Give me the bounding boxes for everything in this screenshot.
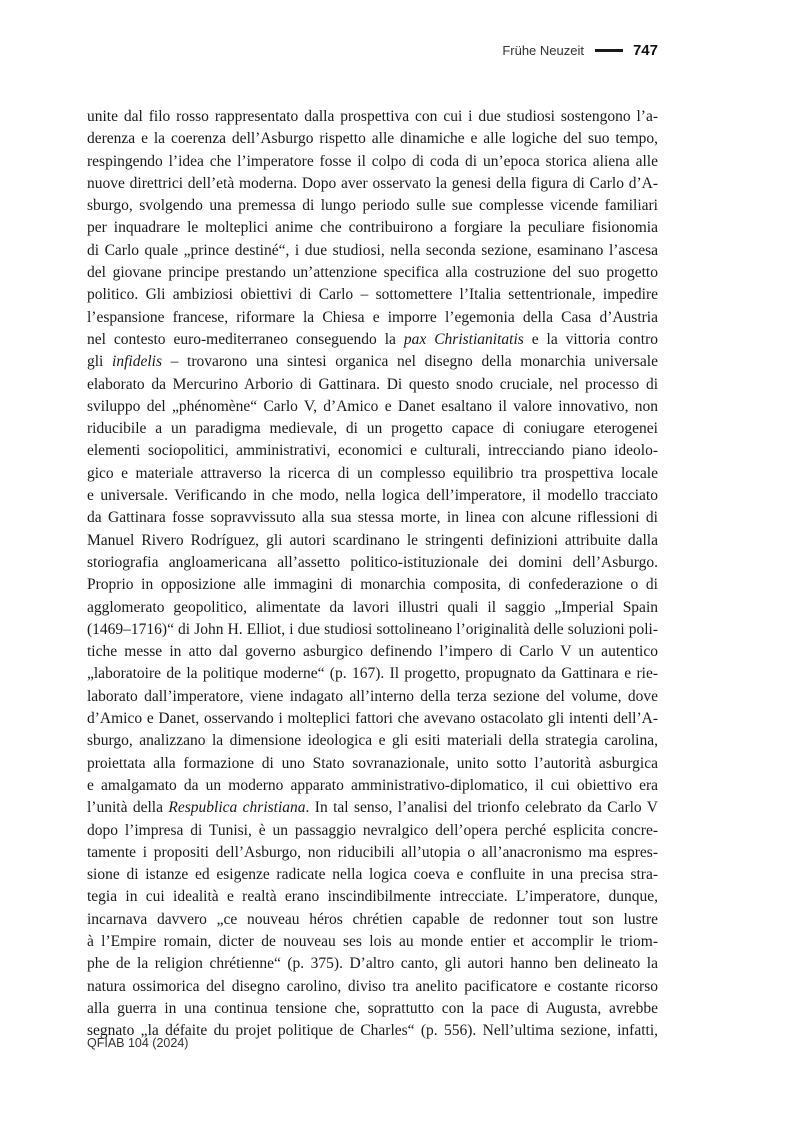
text-line: natura ossimorica del disegno carolino, diviso tra anelito pacificatore e costante ricorso: [87, 977, 658, 995]
text-line: riducibile a un paradigma medievale, di un progetto capace di coniugare eterogenei: [87, 420, 658, 438]
text-line: l’espansione francese, riformare la Chiesa e imporre l’egemonia della Casa d’Austria: [87, 308, 658, 326]
text-line: agglomerato geopolitico, alimentate da lavori illustri quali il saggio „Imperial Spain: [87, 598, 658, 616]
text-line: respingendo l’idea che l’imperatore fosse il colpo di coda di un’epoca storica aliena alle: [87, 152, 658, 170]
text-line: per inquadrare le molteplici anime che contribuirono a forgiare la peculiare fisionomia: [87, 219, 658, 237]
text-line: „laboratoire de la politique moderne“ (p. 167). Il progetto, propugnato da Gattinara e rie-: [87, 665, 658, 683]
text-line: phe de la religion chrétienne“ (p. 375). D’altro canto, gli autori hanno ben delineato la: [87, 955, 658, 973]
journal-footer: QFIAB 104 (2024): [87, 1036, 189, 1050]
text-line: politico. Gli ambiziosi obiettivi di Carlo – sottomettere l’Italia settentrionale, impedire: [87, 286, 658, 304]
text-line: alla guerra in una continua tensione che, soprattutto con la pace di Augusta, avrebbe: [87, 999, 658, 1017]
text-line: dopo l’impresa di Tunisi, è un passaggio nevralgico dell’opera perché esplicita concre-: [87, 821, 658, 839]
text-segment: l’unità della: [87, 799, 169, 817]
text-line: à l’Empire romain, dicter de nouveau ses lois au monde entier et accomplir le triom-: [87, 932, 658, 950]
text-line: elaborato da Mercurino Arborio di Gattinara. Di questo snodo cruciale, nel processo di: [87, 375, 658, 393]
text-line: d’Amico e Danet, osservando i molteplici fattori che avevano ostacolato gli intenti dell’A-: [87, 710, 658, 728]
text-line: storiografia angloamericana all’assetto politico-istituzionale dei domini dell’Asburgo.: [87, 553, 658, 571]
text-line: (1469–1716)“ di John H. Elliot, i due studiosi sottolineano l’originalità delle soluzioni poli-: [87, 620, 658, 638]
text-line: incarnava davvero „ce nouveau héros chrétien capable de redonner tout son lustre: [87, 910, 658, 928]
text-line: Proprio in opposizione alle immagini di monarchia composita, di confederazione o di: [87, 576, 658, 594]
text-line: tegia in cui idealità e realtà erano inscindibilmente intrecciate. L’imperatore, dunque,: [87, 888, 658, 906]
italic-term: infidelis: [112, 353, 162, 371]
text-line: unite dal filo rosso rappresentato dalla prospettiva con cui i due studiosi sostengono l’a-: [87, 108, 658, 125]
text-line: [87, 797, 658, 819]
text-line: sburgo, analizzano la dimensione ideologica e gli esiti materiali della strategia carolina,: [87, 732, 658, 750]
running-head: [502, 42, 658, 59]
text-segment: – trovarono una sintesi organica nel disegno della monarchia universale: [161, 353, 658, 371]
text-line: da Gattinara fosse sopravvissuto alla sua stessa morte, in linea con alcune riflessioni di: [87, 509, 658, 527]
text-line: [87, 329, 658, 351]
text-segment: gli: [87, 353, 113, 371]
text-line: laborato dall’imperatore, viene indagato all’interno della terza sezione del volume, dove: [87, 687, 658, 705]
page-number: 747: [632, 42, 658, 59]
italic-term: pax Christianitatis: [403, 330, 524, 348]
text-line: del giovane principe prestando un’attenzione specifica alla costruzione del suo progetto: [87, 264, 658, 282]
text-line: sione di istanze ed esigenze radicate nella logica coeva e confluite in una precisa stra-: [87, 866, 658, 884]
text-line: sburgo, svolgendo una premessa di lungo periodo sulle sue complesse vicende familiari: [87, 197, 658, 215]
text-line: Manuel Rivero Rodríguez, gli autori scardinano le stringenti definizioni attribuite dalla: [87, 531, 658, 549]
text-line: tiche messe in atto dal governo asburgico definendo l’impero di Carlo V un autentico: [87, 643, 658, 661]
text-line: elementi sociopolitici, amministrativi, economici e culturali, intrecciando piano ideolo-: [87, 442, 658, 460]
running-head-section: Frühe Neuzeit: [502, 43, 584, 58]
text-segment: nel contesto euro-mediterraneo conseguendo la: [87, 330, 404, 348]
text-line: [87, 351, 658, 373]
text-segment: e la vittoria contro: [523, 330, 658, 348]
text-line: gico e materiale attraverso la ricerca di un complesso equilibrio tra prospettiva locale: [87, 464, 658, 482]
text-line: tamente i propositi dell’Asburgo, non riducibili all’utopia o all’anacronismo ma espres-: [87, 843, 658, 861]
text-line: derenza e la coerenza dell’Asburgo rispetto alle dinamiche e alle logiche del suo tempo,: [87, 130, 658, 148]
italic-term: Respublica christiana: [168, 799, 306, 817]
text-line: e amalgamato da un moderno apparato amministrativo-diplomatico, il cui obiettivo era: [87, 776, 658, 794]
text-segment: . In tal senso, l’analisi del trionfo celebrato da Carlo V: [305, 799, 658, 817]
body-paragraph: [87, 106, 658, 1042]
text-line: e universale. Verificando in che modo, nella logica dell’imperatore, il modello tracciato: [87, 487, 658, 505]
running-head-rule: [595, 49, 623, 52]
text-line: di Carlo quale „prince destiné“, i due studiosi, nella seconda sezione, esaminano l’ascesa: [87, 241, 658, 259]
text-line: nuove direttrici dell’età moderna. Dopo aver osservato la genesi della figura di Carlo d’A-: [87, 174, 658, 192]
text-line: sviluppo del „phénomène“ Carlo V, d’Amico e Danet esaltano il valore innovativo, non: [87, 397, 658, 415]
text-line: proiettata alla formazione di uno Stato sovranazionale, unito sotto l’autorità asburgica: [87, 754, 658, 772]
text-line: segnato „la défaite du projet politique de Charles“ (p. 556). Nell’ultima sezione, infatti,: [87, 1022, 658, 1040]
